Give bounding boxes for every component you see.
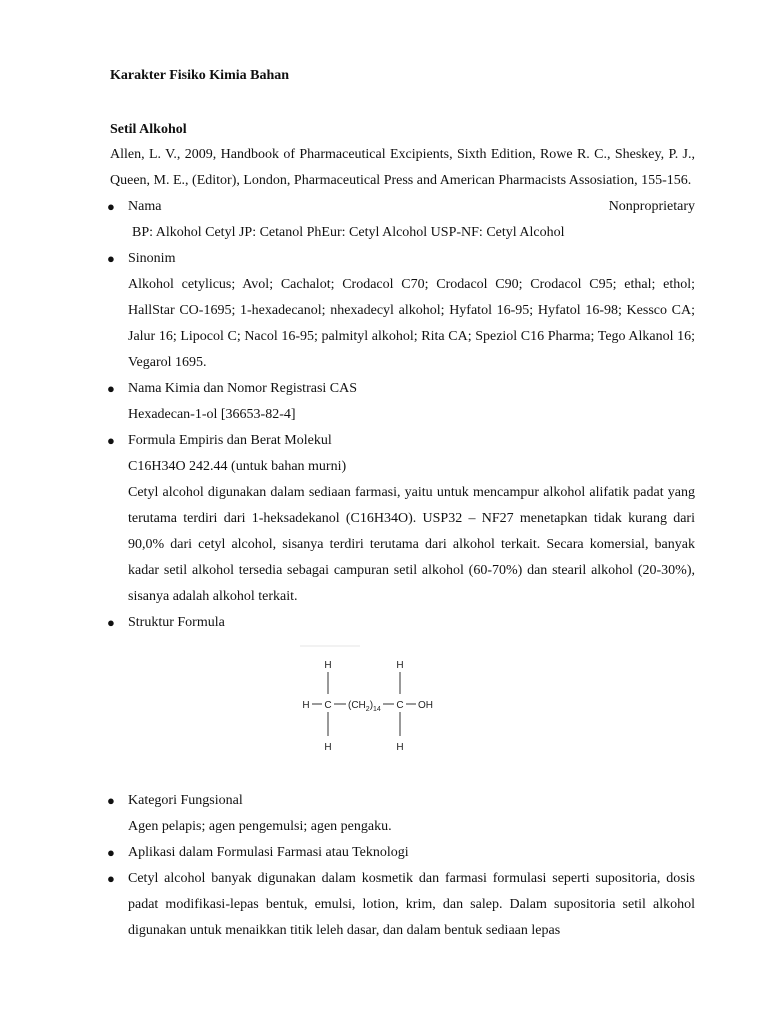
atom-c-left: C bbox=[324, 700, 332, 711]
property-list bbox=[107, 194, 695, 944]
structural-formula-diagram bbox=[300, 644, 480, 776]
bullet-icon: ● bbox=[107, 381, 115, 396]
document-content bbox=[107, 66, 695, 944]
atom-oh: OH bbox=[418, 700, 433, 711]
list-item-formula bbox=[107, 428, 695, 610]
list-item-kategori bbox=[107, 788, 695, 840]
list-item-sinonim bbox=[107, 246, 695, 376]
atom-h-top-right: H bbox=[396, 660, 404, 671]
item-value: Hexadecan-1-ol [36653-82-4] bbox=[128, 407, 296, 422]
item-label: Kategori Fungsional bbox=[128, 793, 243, 808]
list-item-struktur bbox=[107, 610, 695, 788]
bullet-icon: ● bbox=[107, 433, 115, 448]
item-value: Cetyl alcohol banyak digunakan dalam kosmetik dan farmasi formulasi seperti supositoria, dosis padat modifikasi-lepas bentuk, emulsi, lotion, krim, dan salep. Dalam supositoria setil alkohol digunakan untuk menaikkan titik leleh dasar, dan dalam bentuk sediaan lepas bbox=[128, 871, 695, 938]
item-label: Aplikasi dalam Formulasi Farmasi atau Teknologi bbox=[128, 845, 409, 860]
atom-chain: $(CH_2)_{14}$ bbox=[348, 700, 381, 713]
item-label: Nama Kimia dan Nomor Registrasi CAS bbox=[128, 381, 358, 396]
item-label: Struktur Formula bbox=[128, 615, 225, 630]
bullet-icon: ● bbox=[107, 793, 115, 808]
item-value: C16H34O 242.44 (untuk bahan murni) bbox=[128, 459, 347, 474]
item-description: Cetyl alcohol digunakan dalam sediaan farmasi, yaitu untuk mencampur alkohol alifatik padat yang terutama terdiri dari 1-heksadekanol (C16H34O). USP32 – NF27 menetapkan tidak kurang dari 90,0% dari cetyl alcohol, sisanya terdiri terutama dari alkohol terkait. Secara komersial, banyak kadar setil alkohol tersedia sebagai campuran setil alkohol (60-70%) dan stearil alkohol (20-30%), sisanya adalah alkohol terkait. bbox=[128, 485, 695, 604]
bullet-icon: ● bbox=[107, 871, 115, 886]
atom-h-bottom-right: H bbox=[396, 742, 404, 753]
atom-h-top-left: H bbox=[324, 660, 332, 671]
bullet-icon: ● bbox=[107, 251, 115, 266]
list-item-nama bbox=[107, 194, 695, 246]
document-title: Karakter Fisiko Kimia Bahan bbox=[110, 68, 290, 83]
item-label-right: Nonproprietary bbox=[608, 199, 695, 214]
bullet-icon: ● bbox=[107, 199, 115, 214]
list-item-cetyl bbox=[107, 866, 695, 944]
item-label: Nama bbox=[128, 199, 162, 214]
section-heading: Setil Alkohol bbox=[110, 122, 187, 137]
list-item-aplikasi bbox=[107, 840, 695, 866]
atom-h-left: H bbox=[302, 700, 310, 711]
atom-c-right: C bbox=[396, 700, 404, 711]
list-item-nama-kimia bbox=[107, 376, 695, 428]
item-label: Formula Empiris dan Berat Molekul bbox=[128, 433, 332, 448]
item-value: BP: Alkohol Cetyl JP: Cetanol PhEur: Cetyl Alcohol USP-NF: Cetyl Alcohol bbox=[132, 225, 565, 240]
structure-figure bbox=[128, 636, 695, 788]
atom-h-bottom-left: H bbox=[324, 742, 332, 753]
reference-paragraph: Allen, L. V., 2009, Handbook of Pharmaceutical Excipients, Sixth Edition, Rowe R. C., Sheskey, P. J., Queen, M. E., (Editor), London, Pharmaceutical Press and American Pharmacists Assosiation, 155-156. bbox=[110, 147, 695, 188]
item-value: Alkohol cetylicus; Avol; Cachalot; Crodacol C70; Crodacol C90; Crodacol C95; ethal; ethol; HallStar CO-1695; 1-hexadecanol; nhexadecyl alkohol; Hyfatol 16-95; Hyfatol 16-98; Kessco CA; Jalur 16; Lipocol C; Nacol 16-95; palmityl alkohol; Rita CA; Speziol C16 Pharma; Tego Alkanol 16; Vegarol 1695. bbox=[128, 277, 695, 370]
item-value: Agen pelapis; agen pengemulsi; agen pengaku. bbox=[128, 819, 392, 834]
item-label: Sinonim bbox=[128, 251, 176, 266]
bullet-icon: ● bbox=[107, 615, 115, 630]
bullet-icon: ● bbox=[107, 845, 115, 860]
